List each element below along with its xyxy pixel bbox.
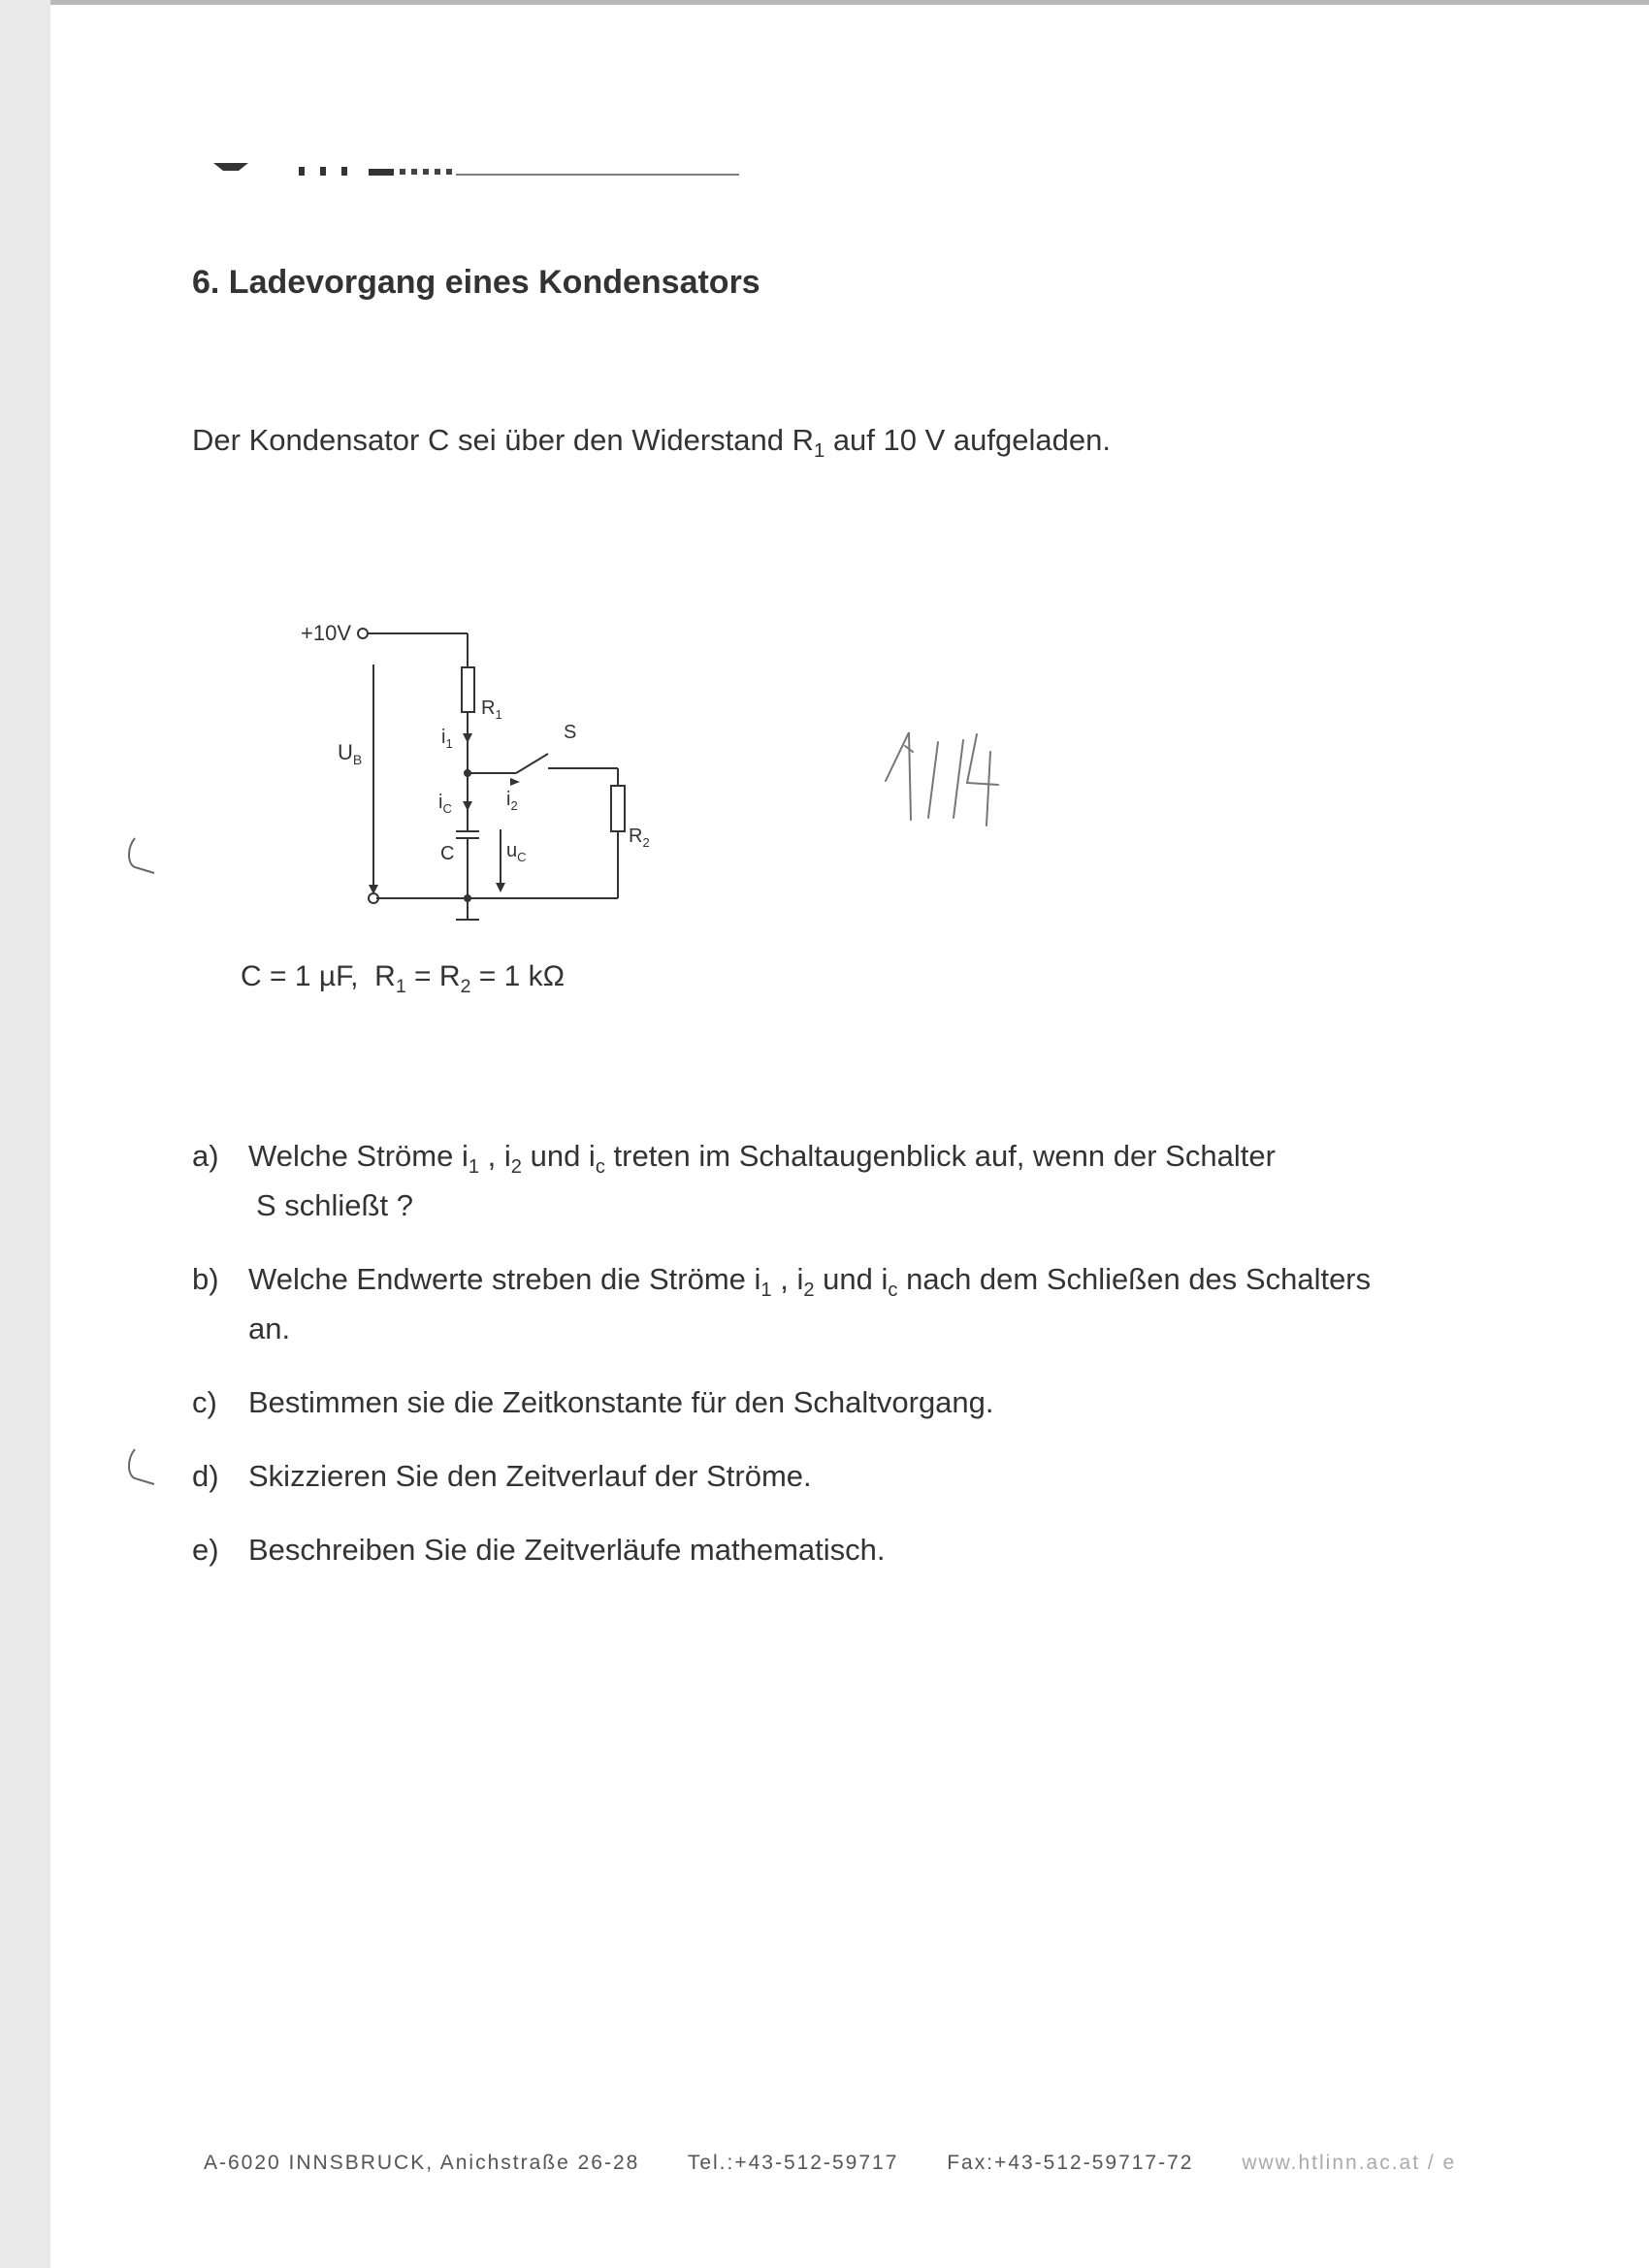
question-text: Bestimmen sie die Zeitkonstante für den Schaltvorgang. xyxy=(248,1385,994,1420)
param-r2-sub: 2 xyxy=(460,976,471,997)
question-sub: 1 xyxy=(760,1280,772,1302)
param-eq2: = 1 kΩ xyxy=(470,960,566,992)
svg-text:UB xyxy=(338,740,362,767)
svg-text:R1 xyxy=(481,697,502,722)
question-b xyxy=(192,1260,1492,1348)
margin-mark xyxy=(121,1445,160,1494)
question-text: S schließt ? xyxy=(256,1188,413,1223)
svg-text:uC xyxy=(506,840,527,864)
question-text: und i xyxy=(814,1262,889,1297)
question-text: Skizzieren Sie den Zeitverlauf der Ströme. xyxy=(248,1459,812,1494)
question-label: a) xyxy=(192,1139,219,1173)
question-a xyxy=(192,1137,1492,1225)
svg-text:i1 xyxy=(441,727,453,751)
ub-sub: B xyxy=(352,752,363,767)
margin-mark xyxy=(121,834,160,883)
intro-sub: 1 xyxy=(814,440,825,463)
r2-sub: 2 xyxy=(642,835,650,850)
svg-text:R2 xyxy=(629,826,650,850)
r1-sub: 1 xyxy=(495,707,502,722)
svg-text:i2 xyxy=(506,789,518,813)
question-label: e) xyxy=(192,1533,219,1568)
uc-sub: C xyxy=(517,850,527,864)
svg-text:+10V xyxy=(301,621,351,645)
question-sub: 2 xyxy=(803,1280,815,1302)
intro-text xyxy=(192,423,1111,463)
question-text: , i xyxy=(479,1139,511,1173)
r1-label: R xyxy=(481,697,496,719)
question-text: treten im Schaltaugenblick auf, wenn der Schalter xyxy=(604,1139,1276,1173)
question-sub: c xyxy=(888,1280,898,1302)
intro-text-after: auf 10 V aufgeladen. xyxy=(824,423,1111,457)
question-label: d) xyxy=(192,1459,219,1494)
question-e xyxy=(192,1531,1492,1570)
question-label: b) xyxy=(192,1262,219,1297)
question-c xyxy=(192,1383,1492,1422)
svg-text:S xyxy=(564,722,576,743)
supply-label: +10V xyxy=(301,621,351,645)
r2-resistor xyxy=(611,786,625,831)
component-values xyxy=(241,960,565,998)
i2-label: i xyxy=(506,789,511,810)
question-text: Welche Ströme i xyxy=(248,1139,469,1173)
handwritten-page-note xyxy=(878,723,1014,829)
svg-text:iC xyxy=(438,792,452,816)
footer-website[interactable]: www.htlinn.ac.at / e xyxy=(1242,2152,1457,2174)
ic-label: i xyxy=(438,792,443,813)
param-c: C = 1 µF, xyxy=(241,960,359,992)
question-label: c) xyxy=(192,1385,217,1420)
header-logo-fragment xyxy=(213,155,757,184)
intro-text-before: Der Kondensator C sei über den Widerstand R xyxy=(192,423,814,457)
question-text: Beschreiben Sie die Zeitverläufe mathematisch. xyxy=(248,1533,886,1568)
footer-tel: Tel.:+43-512-59717 xyxy=(687,2152,899,2174)
switch-s xyxy=(516,754,548,773)
ub-label: U xyxy=(338,740,353,764)
uc-label: u xyxy=(506,840,518,861)
question-sub: c xyxy=(595,1156,605,1179)
svg-text:C xyxy=(440,843,454,864)
footer xyxy=(204,2152,1456,2175)
i1-label: i xyxy=(441,727,446,748)
circuit-diagram xyxy=(291,611,679,931)
r2-label: R xyxy=(629,826,643,847)
question-sub: 2 xyxy=(510,1156,522,1179)
scan-edge-left xyxy=(0,0,50,2268)
question-text: an. xyxy=(248,1312,291,1346)
i1-sub: 1 xyxy=(445,736,453,751)
param-eq1: = R xyxy=(405,960,461,992)
page-title: 6. Ladevorgang eines Kondensators xyxy=(192,264,760,301)
footer-address: A-6020 INNSBRUCK, Anichstraße 26-28 xyxy=(204,2152,640,2174)
param-r1-sub: 1 xyxy=(395,976,406,997)
question-sub: 1 xyxy=(468,1156,480,1179)
footer-fax: Fax:+43-512-59717-72 xyxy=(947,2152,1194,2174)
scan-edge-top xyxy=(50,0,1649,5)
ic-sub: C xyxy=(442,801,452,816)
r1-resistor xyxy=(462,667,474,712)
i2-sub: 2 xyxy=(510,798,518,813)
question-d xyxy=(192,1457,1492,1496)
question-text: nach dem Schließen des Schalters xyxy=(897,1262,1372,1297)
question-text: Welche Endwerte streben die Ströme i xyxy=(248,1262,761,1297)
c-label: C xyxy=(440,843,455,864)
question-text: , i xyxy=(771,1262,804,1297)
question-text: und i xyxy=(521,1139,596,1173)
question-list xyxy=(192,1137,1492,1604)
s-label: S xyxy=(564,722,577,743)
param-r1: R xyxy=(374,960,396,992)
